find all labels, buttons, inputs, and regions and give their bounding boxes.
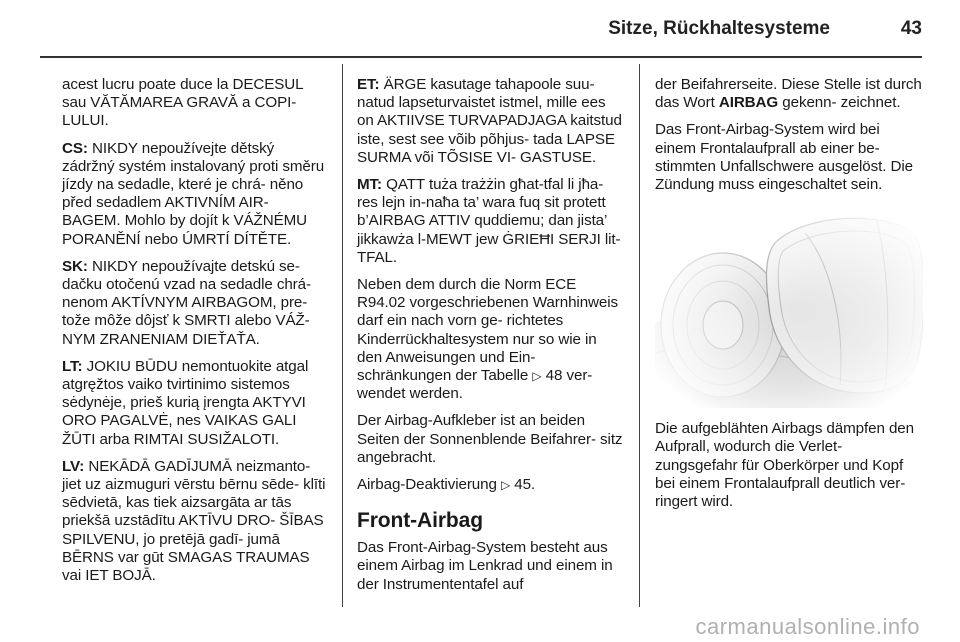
language-tag-sk: SK: xyxy=(62,257,88,275)
column-divider-1 xyxy=(342,64,343,607)
paragraph-norm: Neben dem durch die Norm ECE R94.02 vorgeschriebenen Warnhinweis darf ein nach vorn ge- richtetes Kinderrückhaltesystem nur so wie in den Anweisungen und Ein- schränkungen der Tabelle ▷ 48 ver- wendet werden. xyxy=(357,276,619,403)
page-title: Sitze, Rückhaltesysteme xyxy=(608,18,830,39)
paragraph-lv-warning: LV: NEKĀDĀ GADĪJUMĀ neizmanto- jiet uz aizmuguri vērstu bērnu sēde- klīti sēdvietā, kas tiek aizsargāta ar tās priekšā uzstādītu AKTĪVU DRO- ŠĪBAS SPILVENU, jo pretējā gadī- jumā BĒRNS var gūt SMAGAS TRAUMAS vai IET BOJĀ. xyxy=(62,457,326,585)
language-tag-lt: LT: xyxy=(62,357,83,375)
page-reference-link-deactivation[interactable]: 45. xyxy=(514,476,536,494)
language-tag-mt: MT: xyxy=(357,176,383,194)
page-number: 43 xyxy=(900,18,922,39)
watermark: carmanualsonline.info xyxy=(695,614,920,639)
paragraph-cs-warning: CS: NIKDY nepoužívejte dětský zádržný systém instalovaný proti směru jízdy na sedadle, které je chrá- něno před sedadlem AKTIVNÍM AIR- BAGEM. Mohlo by dojít k VÁŽNÉMU PORANĚNÍ nebo ÚMRTÍ DÍTĚTE. xyxy=(62,139,325,248)
paragraph-front-airbag-intro: Das Front-Airbag-System besteht aus einem Airbag im Lenkrad und einem in der Instrumententafel auf xyxy=(357,539,613,593)
paragraph-mt-warning: MT: QATT tuża trażżin għat-tfal li jħa- res lejn in-naħa ta’ wara fuq sit protett b’AIRBAG ATTIV quddiemu; dan jista’ jikkawża l-MEWT jew ĠRIEĦI SERJI lit-TFAL. xyxy=(357,176,621,266)
paragraph-airbag-effect: Die aufgeblähten Airbags dämpfen den Aufprall, wodurch die Verlet- zungsgefahr für Oberkörper und Kopf bei einem Frontalaufprall deutlich ver- ringert wird. xyxy=(655,420,914,511)
paragraph-et-warning: ET: ÄRGE kasutage tahapoole suu- natud lapseturvaistet istmel, mille ees on AKTIIVSE TURVAPADJAGA kaitstud iste, sest see võib põhjus- tada LAPSE SURMA või TÕSISE VI- GASTUSE. xyxy=(357,76,622,166)
paragraph-lt-warning: LT: JOKIU BŪDU nemontuokite atgal atgręžtos vaiko tvirtinimo sistemos sėdynėje, prieš kurią įrengta AKTYVI ORO PAGALVĖ, nes VAIKAS GALI ŽŪTI arba RIMTAI SUSIŽALOTI. xyxy=(62,357,309,448)
paragraph-ro-warning-end: acest lucru poate duce la DECESUL sau VĂTĂMAREA GRAVĂ a COPI- LULUI. xyxy=(62,76,303,130)
airbag-word: AIRBAG xyxy=(718,94,779,112)
page-reference-icon: ▷ xyxy=(500,478,511,493)
column-divider-2 xyxy=(639,64,640,607)
airbag-drawing-icon xyxy=(655,203,923,408)
paragraph-airbag-trigger: Das Front-Airbag-System wird bei einem Frontalaufprall ab einer be- stimmten Unfallschwere ausgelöst. Die Zündung muss eingeschaltet sein. xyxy=(655,121,913,194)
language-tag-cs: CS: xyxy=(62,139,88,157)
paragraph-deactivation: Airbag-Deaktivierung ▷ 45. xyxy=(357,476,536,494)
text-column-3 xyxy=(655,76,923,520)
paragraph-sk-warning: SK: NIKDY nepoužívajte detskú se- dačku otočenú vzad na sedadle chrá- nenom AKTÍVNYM AIRBAGOM, pre- tože môže dôjsť k SMRTI alebo VÁŽ- NYM ZRANENIAM DIEŤAŤA. xyxy=(62,257,311,348)
paragraph-sticker: Der Airbag-Aufkleber ist an beiden Seiten der Sonnenblende Beifahrer- sitz angebracht. xyxy=(357,412,623,466)
page-header xyxy=(0,0,960,56)
page-reference-icon: ▷ xyxy=(532,369,542,384)
paragraph-airbag-location: der Beifahrerseite. Diese Stelle ist durch das Wort AIRBAG gekenn- zeichnet. xyxy=(655,76,922,112)
text-column-2 xyxy=(357,76,625,603)
language-tag-lv: LV: xyxy=(62,457,85,475)
text-column-1 xyxy=(62,76,330,594)
header-divider xyxy=(40,56,922,58)
page-reference-link-table[interactable]: 48 xyxy=(545,367,563,385)
section-heading-front-airbag: Front-Airbag xyxy=(357,509,483,533)
language-tag-et: ET: xyxy=(357,76,380,93)
front-airbag-illustration xyxy=(655,203,923,408)
